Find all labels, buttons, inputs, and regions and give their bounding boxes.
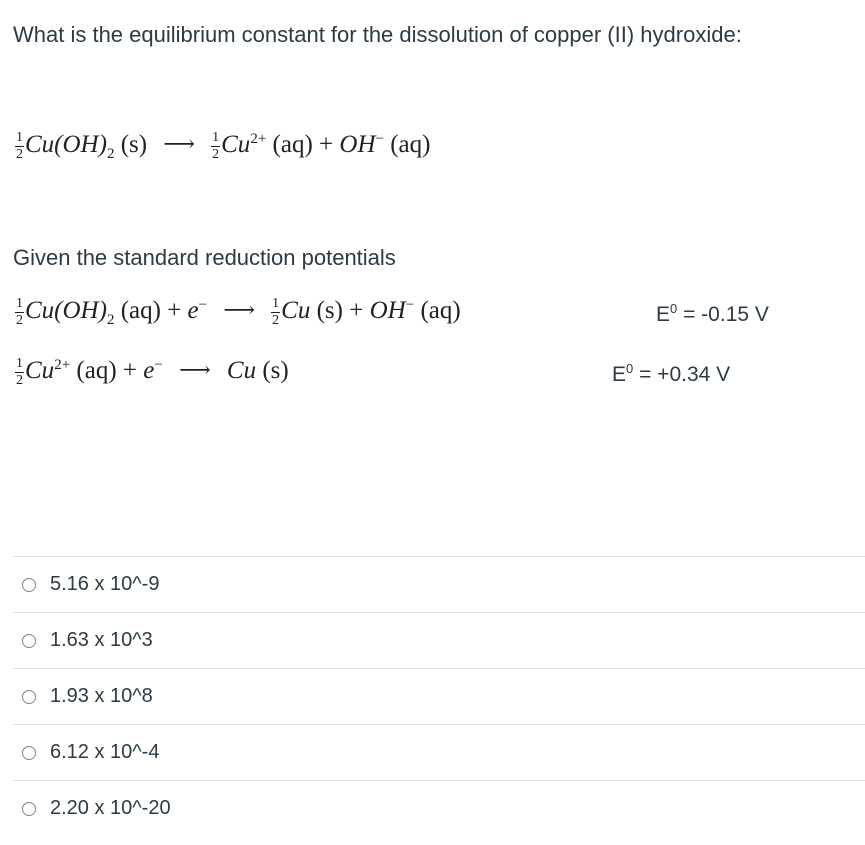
- product-fraction: $\frac{1}{2}$: [212, 130, 220, 162]
- radio-button[interactable]: [22, 802, 36, 816]
- half-reaction-1: $\frac{1}{2}$ $Cu(OH)_2$ (aq) + e− ⟶ $\frac{1}{2}$ Cu (s) + OH− (aq): [16, 296, 461, 329]
- reaction-arrow: ⟶: [223, 297, 255, 323]
- option-label: 2.20 x 10^-20: [50, 797, 171, 819]
- option-label: 6.12 x 10^-4: [50, 741, 160, 763]
- answer-option-2[interactable]: [13, 612, 865, 668]
- potential-1: $E^0 = -0.15$ V: [656, 301, 769, 326]
- half-reaction-2: $\frac{1}{2}$ $Cu^{2+}$ (aq) + e− ⟶ Cu (s): [16, 356, 289, 388]
- radio-button[interactable]: [22, 634, 36, 648]
- potential-2: $E^0 = +0.34$ V: [612, 361, 731, 386]
- answer-options: [13, 556, 865, 836]
- option-label: 5.16 x 10^-9: [50, 573, 160, 595]
- reactant: Cu(OH): [25, 131, 107, 159]
- answer-option-4[interactable]: [13, 724, 865, 780]
- option-label: 1.93 x 10^8: [50, 685, 153, 707]
- radio-button[interactable]: [22, 690, 36, 704]
- answer-option-5[interactable]: [13, 780, 865, 836]
- dissolution-equation: $\frac{1}{2}$ $Cu(OH)_2$ (s) ⟶ $\frac{1}{2}$ $Cu^{2+}$ (aq) + OH− (aq): [16, 130, 431, 163]
- answer-option-1[interactable]: [13, 556, 865, 612]
- reaction-arrow: ⟶: [179, 357, 211, 383]
- radio-button[interactable]: [22, 578, 36, 592]
- option-label: 1.63 x 10^3: [50, 629, 153, 651]
- question-text: What is the equilibrium constant for the dissolution of copper (II) hydroxide:: [13, 22, 742, 47]
- coefficient-fraction: $\frac{1}{2}$: [16, 130, 23, 162]
- reaction-arrow: ⟶: [163, 131, 195, 157]
- given-text: Given the standard reduction potentials: [13, 245, 396, 270]
- answer-option-3[interactable]: [13, 668, 865, 724]
- radio-button[interactable]: [22, 746, 36, 760]
